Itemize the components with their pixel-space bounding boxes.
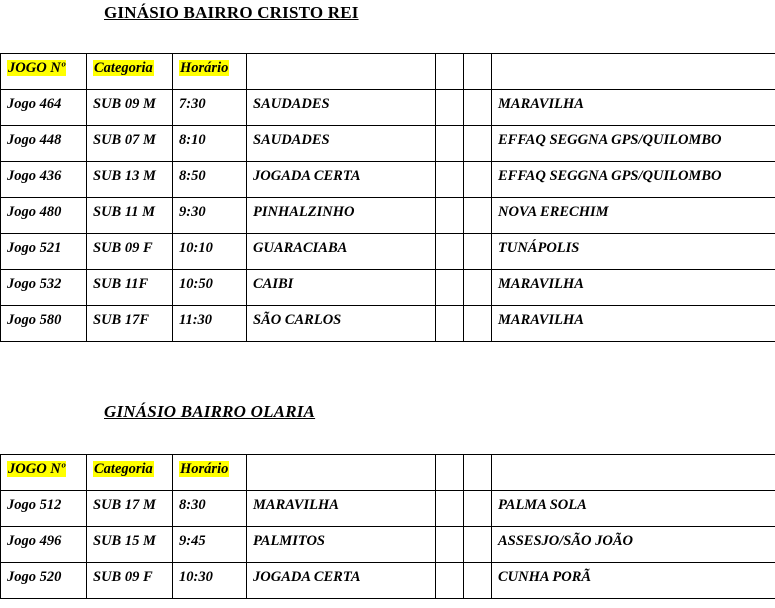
header-game-number: JOGO Nº <box>8 461 66 477</box>
empty-cell <box>464 90 492 126</box>
away-team: NOVA ERECHIM <box>492 198 775 234</box>
empty-cell <box>436 54 464 90</box>
empty-cell <box>436 491 464 527</box>
empty-cell <box>173 54 247 90</box>
table-row <box>1 270 775 306</box>
empty-cell <box>1 54 87 90</box>
category: SUB 11 M <box>87 198 173 234</box>
game-number: Jogo 520 <box>1 563 87 599</box>
time: 7:30 <box>173 90 247 126</box>
empty-cell <box>464 234 492 270</box>
away-team: CUNHA PORÃ <box>492 563 775 599</box>
home-team: SAUDADES <box>247 90 436 126</box>
home-team: MARAVILHA <box>247 491 436 527</box>
table-row <box>1 198 775 234</box>
away-team: EFFAQ SEGGNA GPS/QUILOMBO <box>492 162 775 198</box>
away-team: MARAVILHA <box>492 306 775 342</box>
category: SUB 11F <box>87 270 173 306</box>
game-number: Jogo 436 <box>1 162 87 198</box>
game-number: Jogo 580 <box>1 306 87 342</box>
header-time: Horário <box>180 60 229 76</box>
category: SUB 17F <box>87 306 173 342</box>
empty-cell <box>464 527 492 563</box>
table-row <box>1 90 775 126</box>
category: SUB 17 M <box>87 491 173 527</box>
table-row <box>1 126 775 162</box>
empty-cell <box>436 527 464 563</box>
away-team: EFFAQ SEGGNA GPS/QUILOMBO <box>492 126 775 162</box>
empty-cell <box>464 126 492 162</box>
empty-cell <box>436 306 464 342</box>
empty-cell <box>436 90 464 126</box>
empty-cell <box>247 54 436 90</box>
empty-cell <box>464 306 492 342</box>
time: 10:10 <box>173 234 247 270</box>
empty-cell <box>173 455 247 491</box>
time: 8:50 <box>173 162 247 198</box>
home-team: GUARACIABA <box>247 234 436 270</box>
empty-cell <box>436 126 464 162</box>
empty-cell <box>464 563 492 599</box>
away-team: TUNÁPOLIS <box>492 234 775 270</box>
game-number: Jogo 464 <box>1 90 87 126</box>
category: SUB 07 M <box>87 126 173 162</box>
time: 8:10 <box>173 126 247 162</box>
time: 10:50 <box>173 270 247 306</box>
empty-cell <box>464 270 492 306</box>
table-row <box>1 234 775 270</box>
header-category: Categoria <box>94 461 153 477</box>
schedule-table-olaria <box>0 454 775 599</box>
empty-cell <box>464 54 492 90</box>
header-game-number: JOGO Nº <box>8 60 66 76</box>
empty-cell <box>87 54 173 90</box>
empty-cell <box>436 162 464 198</box>
table-row <box>1 563 775 599</box>
empty-cell <box>436 563 464 599</box>
home-team: PINHALZINHO <box>247 198 436 234</box>
empty-cell <box>492 54 775 90</box>
game-number: Jogo 521 <box>1 234 87 270</box>
game-number: Jogo 496 <box>1 527 87 563</box>
section-title-olaria: GINÁSIO BAIRRO OLARIA <box>104 402 316 421</box>
empty-cell <box>464 455 492 491</box>
game-number: Jogo 448 <box>1 126 87 162</box>
header-category: Categoria <box>94 60 153 76</box>
time: 11:30 <box>173 306 247 342</box>
home-team: CAIBI <box>247 270 436 306</box>
empty-cell <box>247 455 436 491</box>
game-number: Jogo 532 <box>1 270 87 306</box>
section-title-cristo-rei: GINÁSIO BAIRRO CRISTO REI <box>104 3 359 22</box>
table-header-row <box>1 54 775 90</box>
category: SUB 15 M <box>87 527 173 563</box>
header-time: Horário <box>180 461 229 477</box>
home-team: JOGADA CERTA <box>247 563 436 599</box>
table-row <box>1 306 775 342</box>
table-row <box>1 162 775 198</box>
empty-cell <box>436 455 464 491</box>
category: SUB 09 F <box>87 563 173 599</box>
empty-cell <box>1 455 87 491</box>
away-team: PALMA SOLA <box>492 491 775 527</box>
time: 8:30 <box>173 491 247 527</box>
away-team: MARAVILHA <box>492 90 775 126</box>
empty-cell <box>87 455 173 491</box>
empty-cell <box>436 234 464 270</box>
category: SUB 13 M <box>87 162 173 198</box>
game-number: Jogo 512 <box>1 491 87 527</box>
away-team: MARAVILHA <box>492 270 775 306</box>
home-team: SAUDADES <box>247 126 436 162</box>
empty-cell <box>492 455 775 491</box>
home-team: JOGADA CERTA <box>247 162 436 198</box>
time: 9:30 <box>173 198 247 234</box>
home-team: SÃO CARLOS <box>247 306 436 342</box>
empty-cell <box>464 162 492 198</box>
table-row <box>1 491 775 527</box>
category: SUB 09 F <box>87 234 173 270</box>
time: 10:30 <box>173 563 247 599</box>
empty-cell <box>464 491 492 527</box>
time: 9:45 <box>173 527 247 563</box>
table-header-row <box>1 455 775 491</box>
empty-cell <box>436 270 464 306</box>
schedule-table-cristo-rei <box>0 53 775 342</box>
empty-cell <box>436 198 464 234</box>
home-team: PALMITOS <box>247 527 436 563</box>
game-number: Jogo 480 <box>1 198 87 234</box>
away-team: ASSESJO/SÃO JOÃO <box>492 527 775 563</box>
empty-cell <box>464 198 492 234</box>
category: SUB 09 M <box>87 90 173 126</box>
table-row <box>1 527 775 563</box>
